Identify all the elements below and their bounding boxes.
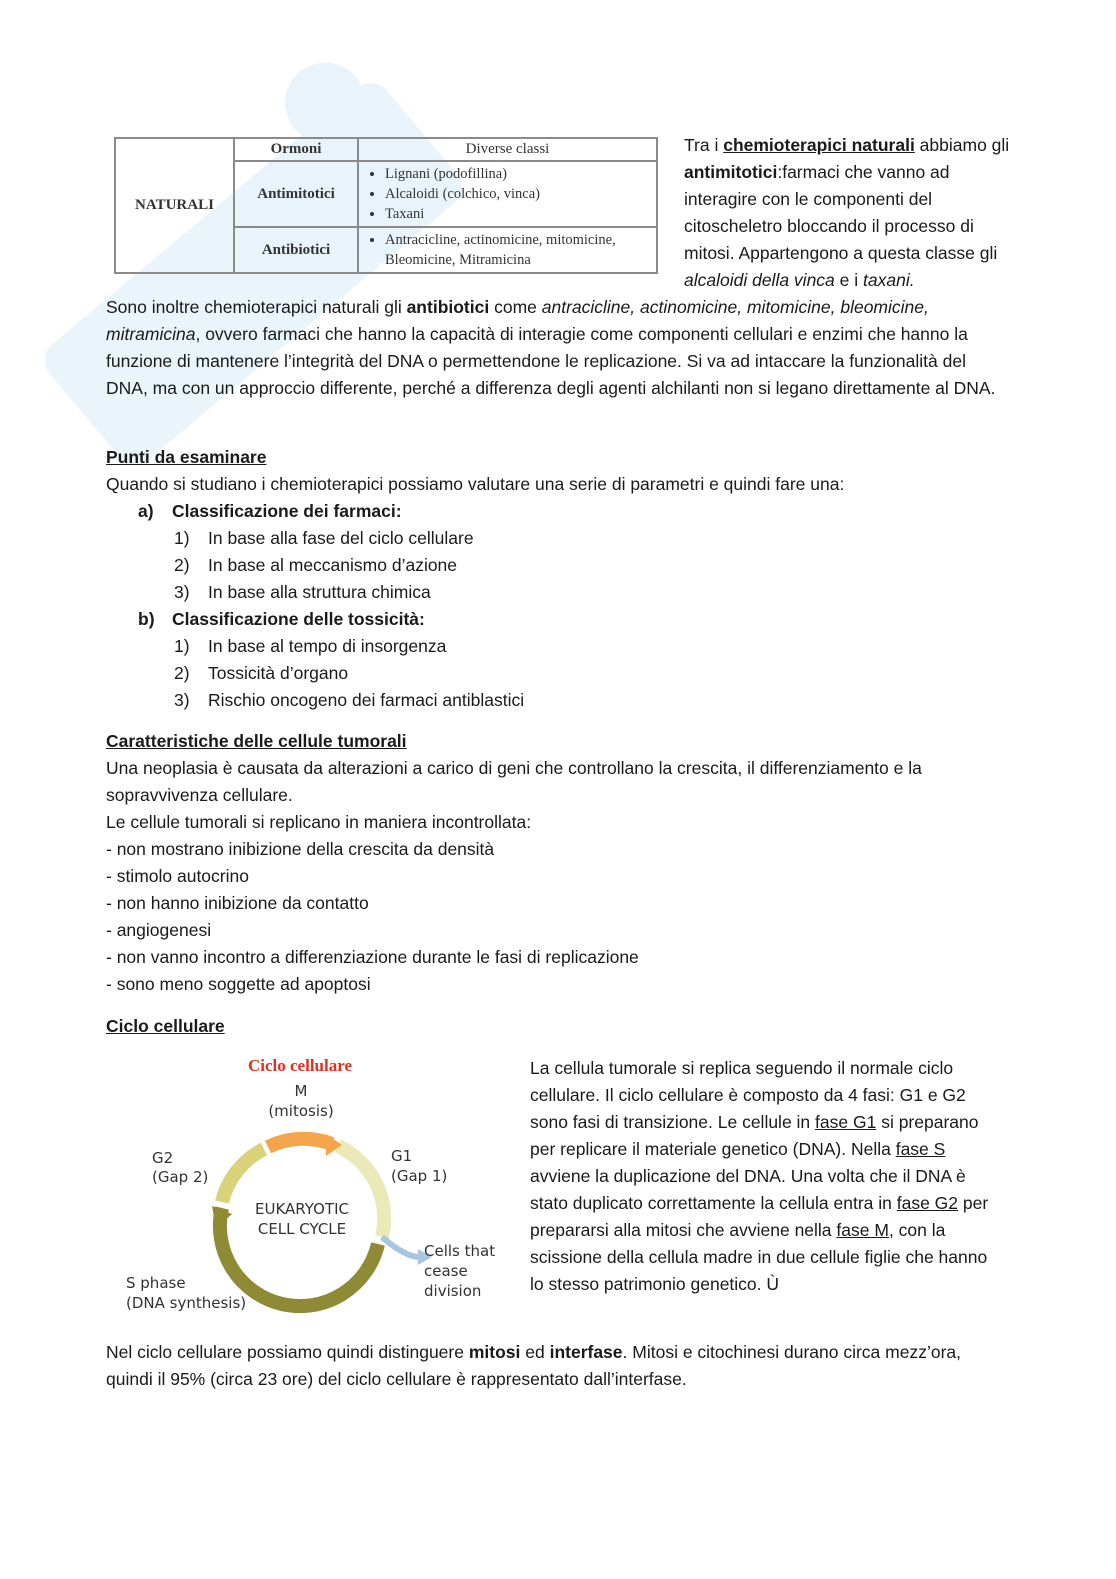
label-m: M <box>294 1082 308 1100</box>
arc-g2 <box>222 1149 264 1202</box>
list-item-text: In base al tempo di insorgenza <box>208 636 447 656</box>
section-title-caratteristiche: Caratteristiche delle cellule tumorali <box>106 731 407 751</box>
list-item <box>106 633 1006 660</box>
term-antibiotici-list: antracicline, actinomicine, mitomicine, bleomicine, mitramicina <box>106 297 929 344</box>
punti-intro: Quando si studiano i chemioterapici possiamo valutare una serie di parametri e quindi fare una: <box>106 474 845 494</box>
list-item <box>106 525 1006 552</box>
text-run: . Mitosi e citochinesi durano circa mezz’ora, quindi il 95% (circa 23 ore) del ciclo cellulare è rappresentato dall’interfase. <box>106 1342 961 1389</box>
term-chemioterapici-naturali: chemioterapici naturali <box>723 135 915 155</box>
text-run: come <box>489 297 542 317</box>
text-run: ed <box>520 1342 550 1362</box>
list-marker: 3) <box>174 690 190 710</box>
label-s-sub: (DNA synthesis) <box>126 1294 247 1312</box>
text-run: avviene la duplicazione del DNA. Una volta che il DNA è stato duplicato correttamente la cellula entra in <box>530 1166 966 1213</box>
cease-label-3: division <box>424 1282 482 1300</box>
text-run: Nel ciclo cellulare possiamo quindi distinguere <box>106 1342 469 1362</box>
cease-label-2: cease <box>424 1262 468 1280</box>
term-fase-g1: fase G1 <box>815 1112 877 1132</box>
caratteristiche-intro: Le cellule tumorali si replicano in maniera incontrollata: <box>106 812 532 832</box>
label-g2: G2 <box>152 1149 174 1167</box>
table-label-antibiotici: Antibiotici <box>234 227 358 273</box>
term-interfase: interfase <box>549 1342 623 1362</box>
list-item <box>106 687 1006 714</box>
table-label-antimitotici: Antimitotici <box>234 161 358 227</box>
text-run: , con la scissione della cellula madre in due cellule figlie che hanno lo stesso patrimonio genetico. Ù <box>530 1220 988 1294</box>
term-fase-g2: fase G2 <box>896 1193 959 1213</box>
ciclo-final-paragraph <box>106 1339 1006 1393</box>
arc-m <box>268 1139 332 1147</box>
list-item <box>106 579 1006 606</box>
list-item-text: Tossicità d’organo <box>208 663 349 683</box>
cease-division-arrow <box>382 1237 420 1257</box>
term-fase-s: fase S <box>895 1139 946 1159</box>
list-item: • Antracicline, actinomicine, mitomicine, Bleomicine, Mitramicina <box>385 230 650 270</box>
label-g2-sub: (Gap 2) <box>152 1168 209 1186</box>
term-alcaloidi: alcaloidi della vinca <box>684 270 835 290</box>
text-run: abbiamo gli <box>914 135 1010 155</box>
list-item: - non hanno inibizione da contatto <box>106 893 369 913</box>
term-antibiotici: antibiotici <box>406 297 490 317</box>
list-item: - angiogenesi <box>106 920 212 940</box>
term-antimitotici: antimitotici <box>684 162 778 182</box>
list-item: • Lignani (podofillina) <box>385 164 650 184</box>
list-marker: a) <box>138 501 154 521</box>
list-marker: 2) <box>174 663 190 683</box>
list-marker: 1) <box>174 528 190 548</box>
list-item-text: In base alla struttura chimica <box>208 582 431 602</box>
section-title-ciclo: Ciclo cellulare <box>106 1016 225 1036</box>
label-g1: G1 <box>391 1147 413 1165</box>
term-mitosi: mitosi <box>468 1342 521 1362</box>
term-taxani: taxani. <box>863 270 915 290</box>
table-cell-antimitotici <box>358 161 657 227</box>
text-run: La cellula tumorale si replica seguendo il normale ciclo cellulare. Il ciclo cellulare è composto da 4 fasi: G1 e G2 sono fasi di transizione. Le cellule in <box>530 1058 966 1132</box>
list-item: - sono meno soggette ad apoptosi <box>106 974 371 994</box>
list-heading-label: Classificazione dei farmaci: <box>172 501 402 521</box>
text-run: , ovvero farmaci che hanno la capacità di interagie come componenti cellulari e enzimi che hanno la funzione di mantenere l’integrità del DNA o permettendone le replicazione. Si va ad intaccare la funzionalità del DNA, ma con un approccio differente, perché a differenza degli agenti alchilanti non si legano direttamente al DNA. <box>106 324 996 398</box>
natural-drugs-table <box>114 137 658 274</box>
text-run: Sono inoltre chemioterapici naturali gli <box>106 297 407 317</box>
center-label-1: EUKARYOTIC <box>255 1200 349 1218</box>
list-marker: b) <box>138 609 155 629</box>
antibiotici-paragraph <box>106 294 1006 402</box>
list-marker: 3) <box>174 582 190 602</box>
section-title-punti: Punti da esaminare <box>106 447 267 467</box>
list-item: - non mostrano inibizione della crescita da densità <box>106 839 495 859</box>
punti-section <box>106 444 1006 714</box>
intro-side-paragraph <box>684 132 1014 294</box>
list-marker: 1) <box>174 636 190 656</box>
term-fase-m: fase M <box>836 1220 889 1240</box>
table-header-left: Ormoni <box>234 138 358 161</box>
list-item-text: In base alla fase del ciclo cellulare <box>208 528 474 548</box>
list-heading-label: Classificazione delle tossicità: <box>172 609 425 629</box>
center-label-2: CELL CYCLE <box>257 1220 347 1238</box>
list-item: - non vanno incontro a differenziazione durante le fasi di replicazione <box>106 947 639 967</box>
text-run: :farmaci che vanno ad interagire con le componenti del citoscheletro bloccando il processo di mitosi. Appartengono a questa classe gli <box>684 162 998 263</box>
list-item-text: Rischio oncogeno dei farmaci antiblastici <box>208 690 525 710</box>
table-row-label: NATURALI <box>115 138 234 273</box>
caratteristiche-section <box>106 728 1006 998</box>
list-item <box>106 552 1006 579</box>
list-heading-a <box>106 498 1006 525</box>
caratteristiche-paragraph: Una neoplasia è causata da alterazioni a carico di geni che controllano la crescita, il differenziamento e la sopravvivenza cellulare. <box>106 758 922 805</box>
cease-label-1: Cells that <box>424 1242 496 1260</box>
ciclo-description <box>530 1055 1000 1298</box>
label-g1-sub: (Gap 1) <box>391 1167 448 1185</box>
list-marker: 2) <box>174 555 190 575</box>
list-item-text: In base al meccanismo d’azione <box>208 555 458 575</box>
label-s: S phase <box>126 1274 186 1292</box>
list-item: • Taxani <box>385 204 650 224</box>
list-item <box>106 660 1006 687</box>
text-run: per prepararsi alla mitosi che avviene nella <box>530 1193 989 1240</box>
label-m-sub: (mitosis) <box>268 1102 334 1120</box>
diagram-title: Ciclo cellulare <box>247 1056 353 1075</box>
list-heading-b <box>106 606 1006 633</box>
cell-cycle-diagram <box>120 1052 510 1317</box>
table-cell-antibiotici <box>358 227 657 273</box>
text-run: Tra i <box>684 135 724 155</box>
table-header-right: Diverse classi <box>358 138 657 161</box>
list-item: - stimolo autocrino <box>106 866 249 886</box>
text-run: si preparano per replicare il materiale genetico (DNA). Nella <box>530 1112 979 1159</box>
text-run: e i <box>834 270 864 290</box>
list-item: • Alcaloidi (colchico, vinca) <box>385 184 650 204</box>
